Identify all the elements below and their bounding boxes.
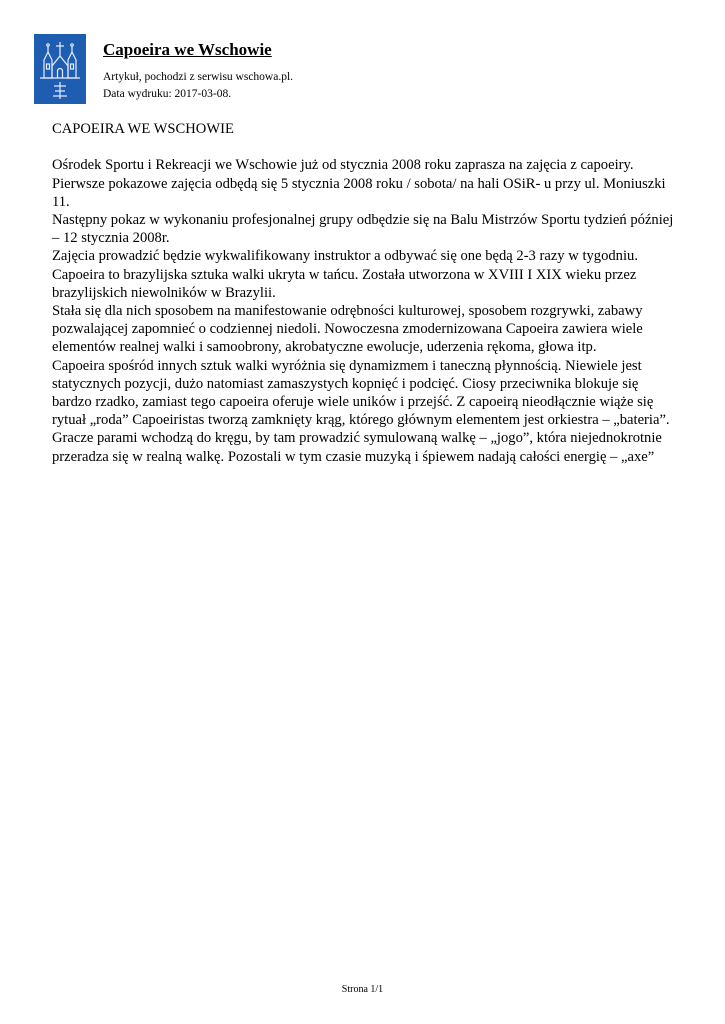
article-paragraph: Następny pokaz w wykonaniu profesjonalnej grupy odbędzie się na Balu Mistrzów Sportu tydzień później – 12 stycznia 2008r. <box>52 212 674 247</box>
page-title[interactable]: Capoeira we Wschowie <box>103 40 272 59</box>
article-heading: CAPOEIRA WE WSCHOWIE <box>52 121 234 137</box>
article <box>52 120 677 466</box>
print-date-line: Data wydruku: 2017-03-08. <box>103 88 232 100</box>
town-coat-of-arms-icon <box>34 34 86 104</box>
article-paragraph: Zajęcia prowadzić będzie wykwalifikowany instruktor a odbywać się one będą 2-3 razy w tygodniu. <box>52 248 638 265</box>
article-paragraph: Ośrodek Sportu i Rekreacji we Wschowie już od stycznia 2008 roku zaprasza na zajęcia z capoeiry. Pierwsze pokazowe zajęcia odbędą się 5 stycznia 2008 roku / sobota/ na hali OSiR- u przy ul. Moniuszki 11. <box>52 157 666 210</box>
page-number: Strona 1/1 <box>341 984 384 995</box>
article-body <box>52 156 677 465</box>
article-paragraph: Capoeira to brazylijska sztuka walki ukryta w tańcu. Została utworzona w XVIII I XIX wieku przez brazylijskich niewolników w Brazylii. <box>52 266 637 301</box>
source-line: Artykuł, pochodzi z serwisu wschowa.pl. <box>103 71 294 83</box>
article-paragraph: Capoeira spośród innych sztuk walki wyróżnia się dynamizmem i taneczną płynnością. Niewiele jest statycznych pozycji, dużo natomiast zamaszystych kopnięć i podcięć. Ciosy przeciwnika blokuje się bardzo rzadko, zamiast tego capoeira oferuje wiele uników i przejść. Z capoeirą nieodłącznie wiąże się rytuał „roda” Capoeiristas tworzą zamknięty krąg, którego głównym elementem jest orkiestra – „bateria”. Gracze parami wchodzą do kręgu, by tam prowadzić symulowaną walkę – „jogo”, która niejednokrotnie przeradza się w realną walkę. Pozostali w tym czasie muzyką i śpiewem nadają całości energię – „axe” <box>52 357 670 465</box>
article-paragraph: Stała się dla nich sposobem na manifestowanie odrębności kulturowej, sposobem rozgrywki, zabawy pozwalającej zapomnieć o codziennej niedoli. Nowoczesna zmodernizowana Capoeira zawiera wiele elementów realnej walki i samoobrony, akrobatyczne ewolucje, uderzenia rękoma, głowa itp. <box>52 303 643 356</box>
